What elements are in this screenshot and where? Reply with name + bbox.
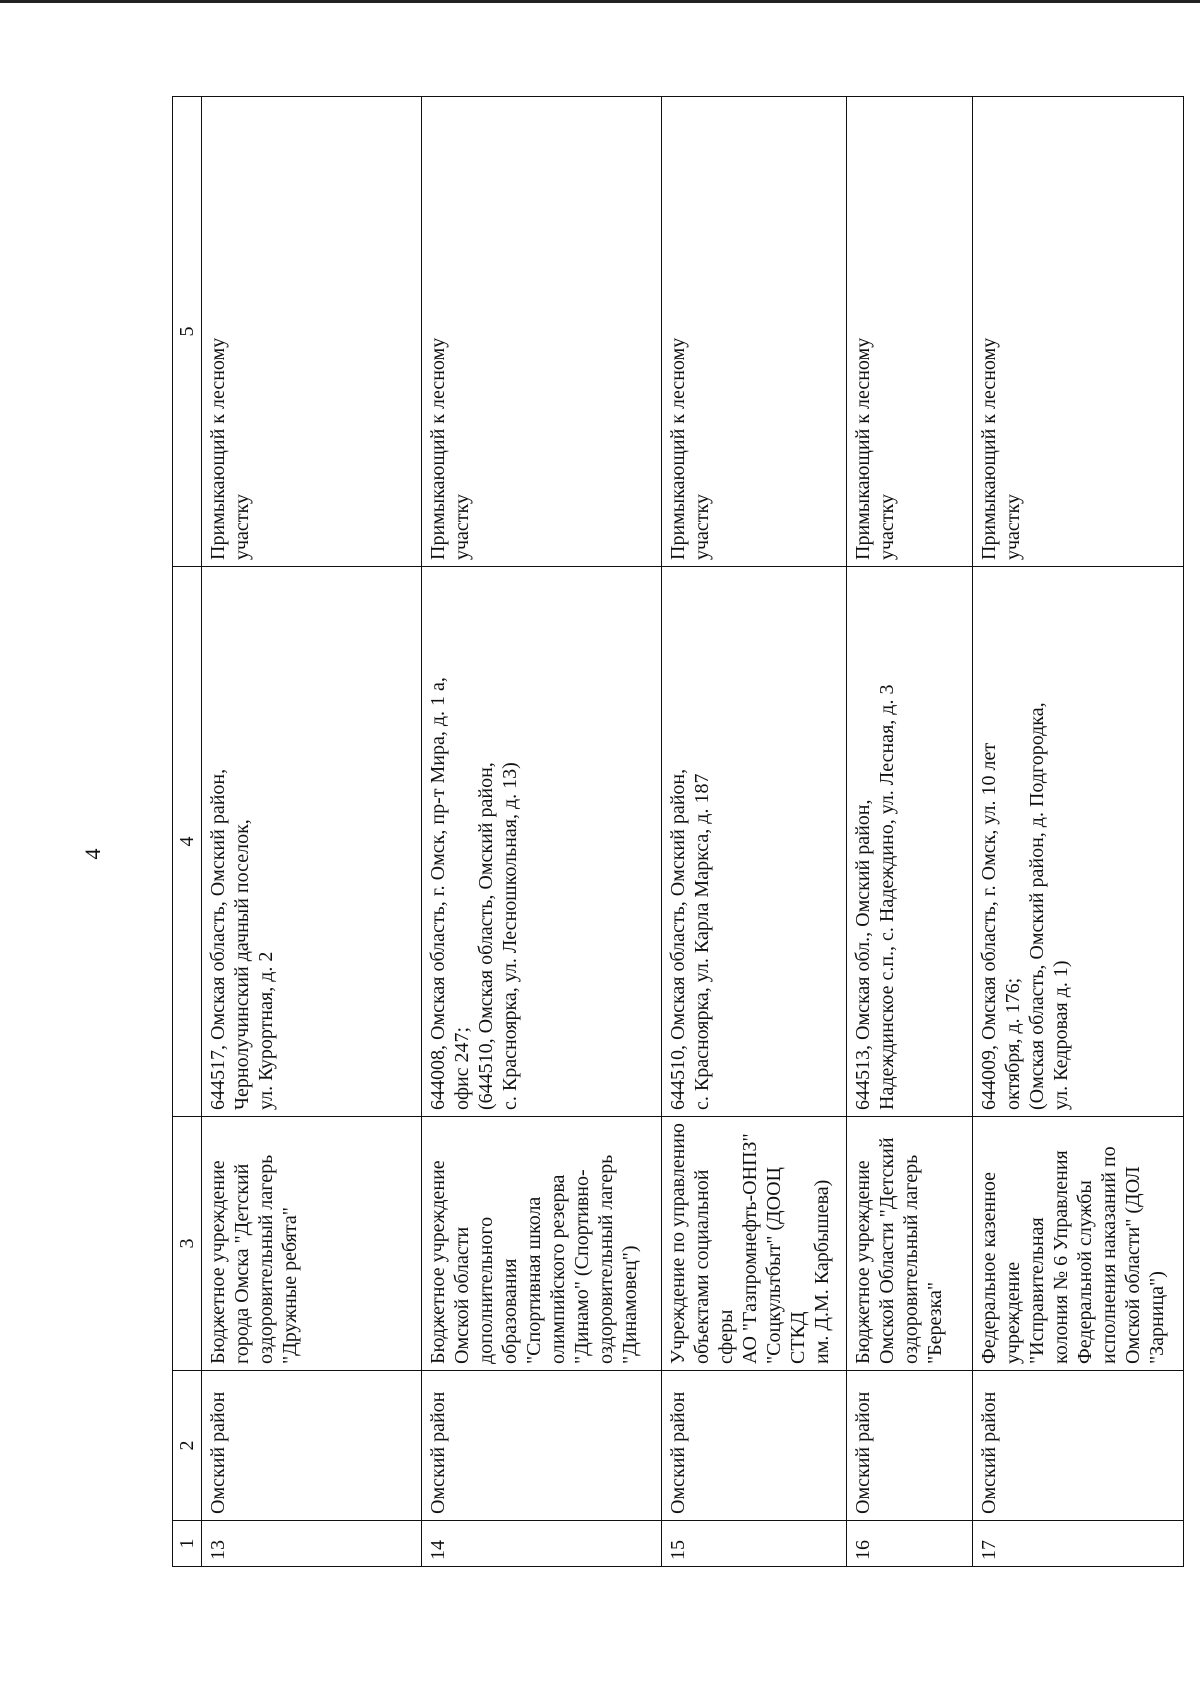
address-cell: 644008, Омская область, г. Омск, пр-т Мира, д. 1 а, офис 247; (644510, Омская область, Омский район, с. Красноярка, ул. Лесношкольная, д. 13) (422, 567, 661, 1117)
district-cell: Омский район (422, 1371, 661, 1521)
district-cell: Омский район (847, 1371, 973, 1521)
header-col-3: 3 (173, 1117, 202, 1371)
registry-table (172, 96, 1184, 1567)
organization-cell: Бюджетное учреждение города Омска "Детский оздоровительный лагерь "Дружные ребята" (202, 1117, 422, 1371)
address-cell: 644517, Омская область, Омский район, Чернолучинский дачный поселок, ул. Курортная, д. 2 (202, 567, 422, 1117)
organization-cell: Бюджетное учреждение Омской области дополнительного образования "Спортивная школа олимпийского резерва "Динамо" (Спортивно- оздоровительный лагерь "Динамовец") (422, 1117, 661, 1371)
row-number: 16 (847, 1521, 973, 1567)
organization-cell: Учреждение по управлению объектами социальной сферы АО "Газпромнефть-ОНПЗ" "Соцкультбыт" (ДООЦ СТКД им. Д.М. Карбышева) (661, 1117, 847, 1371)
page-number: 4 (80, 848, 105, 860)
organization-cell: Бюджетное учреждение Омской Области "Детский оздоровительный лагерь "Березка" (847, 1117, 973, 1371)
header-row (173, 97, 202, 1567)
table-row (847, 97, 973, 1567)
district-cell: Омский район (661, 1371, 847, 1521)
row-number: 13 (202, 1521, 422, 1567)
row-number: 15 (661, 1521, 847, 1567)
top-scan-border (0, 0, 1200, 3)
type-cell: Примыкающий к лесному участку (422, 97, 661, 567)
type-cell: Примыкающий к лесному участку (973, 97, 1184, 567)
table-row (973, 97, 1184, 1567)
table-row (202, 97, 422, 1567)
address-cell: 644009, Омская область, г. Омск, ул. 10 лет октября, д. 176; (Омская область, Омский район, д. Подгородка, ул. Кедровая д. 1) (973, 567, 1184, 1117)
header-col-5: 5 (173, 97, 202, 567)
district-cell: Омский район (202, 1371, 422, 1521)
type-cell: Примыкающий к лесному участку (847, 97, 973, 567)
organization-cell: Федеральное казенное учреждение "Исправительная колония № 6 Управления Федеральной службы исполнения наказаний по Омской области" (ДОЛ "Зарница") (973, 1117, 1184, 1371)
header-col-1: 1 (173, 1521, 202, 1567)
address-cell: 644510, Омская область, Омский район, с. Красноярка, ул. Карла Маркса, д. 187 (661, 567, 847, 1117)
table-row (422, 97, 661, 1567)
row-number: 14 (422, 1521, 661, 1567)
district-cell: Омский район (973, 1371, 1184, 1521)
table-row (661, 97, 847, 1567)
registry-table-rotated (172, 97, 1184, 1567)
row-number: 17 (973, 1521, 1184, 1567)
header-col-4: 4 (173, 567, 202, 1117)
header-col-2: 2 (173, 1371, 202, 1521)
address-cell: 644513, Омская обл., Омский район, Надеждинское с.п., с. Надеждино, ул. Лесная, д. 3 (847, 567, 973, 1117)
type-cell: Примыкающий к лесному участку (661, 97, 847, 567)
type-cell: Примыкающий к лесному участку (202, 97, 422, 567)
